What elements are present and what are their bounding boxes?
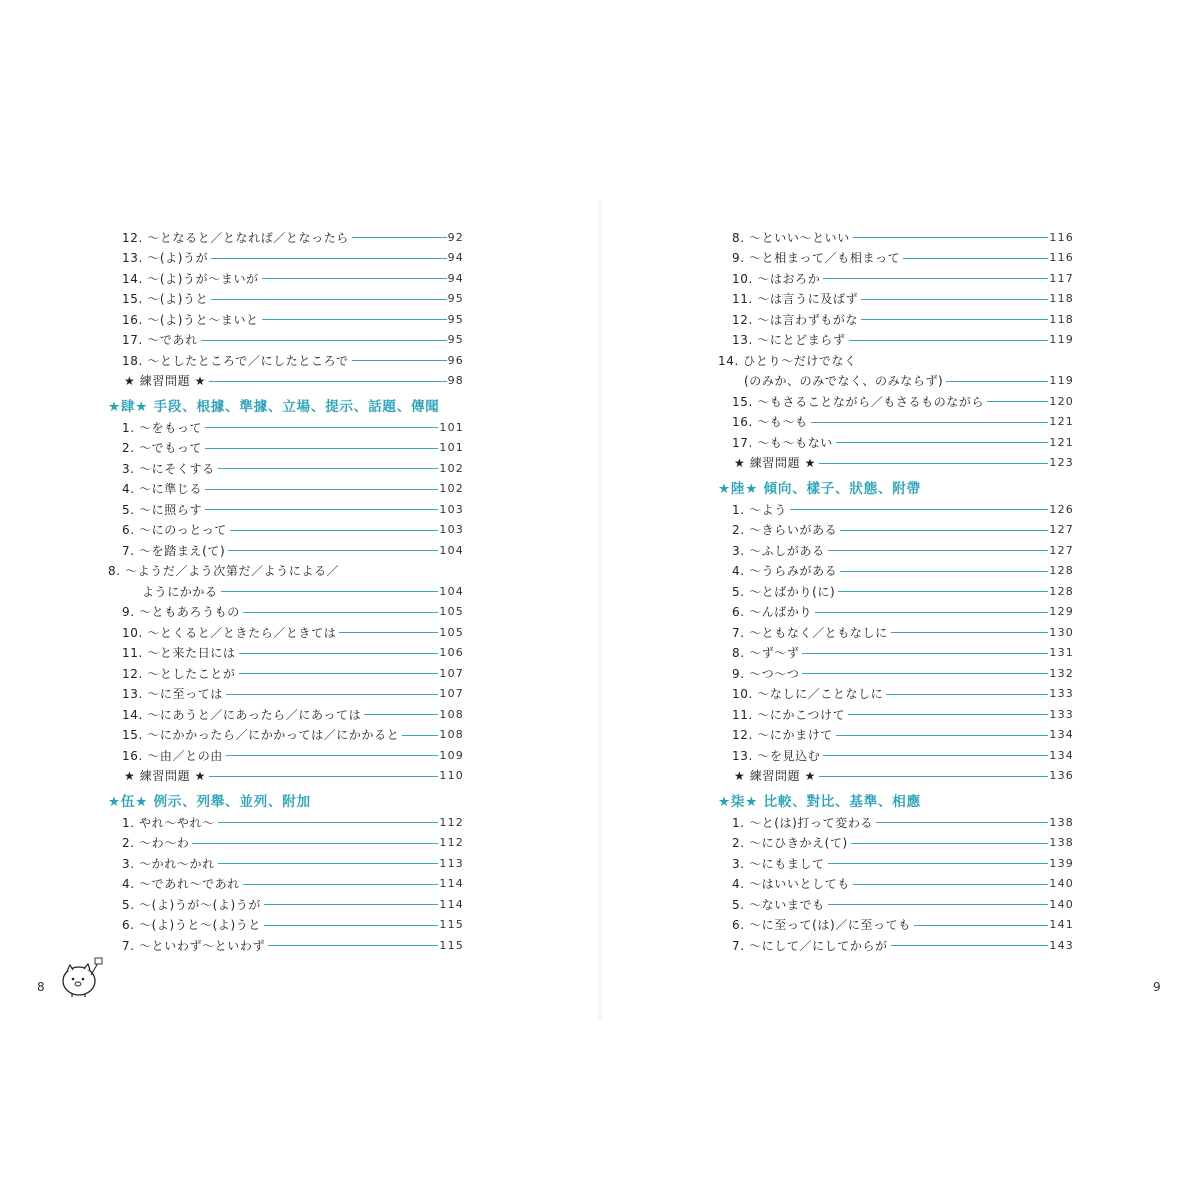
toc-page-number: 103 bbox=[439, 502, 464, 516]
toc-entry-label: ようにかかる bbox=[142, 584, 218, 599]
toc-entry[interactable] bbox=[108, 581, 464, 602]
leader-line bbox=[914, 925, 1049, 926]
toc-page-number: 110 bbox=[439, 769, 464, 783]
leader-line bbox=[209, 381, 447, 382]
toc-entry[interactable] bbox=[718, 684, 1074, 705]
toc-entry-label: (のみか、のみでなく、のみならず) bbox=[744, 374, 944, 389]
leader-line bbox=[205, 427, 438, 428]
toc-entry[interactable] bbox=[718, 894, 1074, 915]
toc-entry-label: 8. ～ず～ず bbox=[732, 646, 800, 661]
toc-entry-label: 12. ～となると／となれば／となったら bbox=[122, 230, 349, 245]
toc-entry-label: 7. ～を踏まえ(て) bbox=[122, 543, 226, 558]
toc-entry-label: 15. ～にかかったら／にかかっては／にかかると bbox=[122, 728, 400, 743]
leader-line bbox=[352, 237, 447, 238]
toc-entry[interactable] bbox=[108, 268, 464, 289]
toc-entry[interactable] bbox=[718, 227, 1074, 248]
toc-entry[interactable] bbox=[718, 812, 1074, 833]
toc-page-number: 131 bbox=[1049, 646, 1074, 660]
toc-entry[interactable] bbox=[718, 915, 1074, 936]
leader-line bbox=[218, 863, 439, 864]
leader-line bbox=[218, 822, 439, 823]
leader-line bbox=[815, 612, 1048, 613]
toc-entry-label: 2. ～わ～わ bbox=[122, 836, 190, 851]
section-heading: ★肆★ 手段、根據、準據、立場、提示、話題、傳聞 bbox=[108, 398, 440, 415]
toc-page-number: 121 bbox=[1049, 435, 1074, 449]
toc-entry[interactable] bbox=[718, 289, 1074, 310]
toc-entry[interactable] bbox=[108, 602, 464, 623]
leader-line bbox=[802, 653, 1048, 654]
toc-entry-label: ★ 練習問題 ★ bbox=[124, 769, 206, 784]
round-pig-mascot-icon bbox=[58, 955, 104, 1001]
toc-page-number: 103 bbox=[439, 523, 464, 537]
toc-entry-label: 13. ～(よ)うが bbox=[122, 251, 209, 266]
toc-entry[interactable] bbox=[108, 853, 464, 874]
toc-entry-label: 2. ～にひきかえ(て) bbox=[732, 836, 848, 851]
toc-page-number: 138 bbox=[1049, 836, 1074, 850]
toc-entry[interactable] bbox=[718, 520, 1074, 541]
toc-entry-label: 9. ～と相まって／も相まって bbox=[732, 251, 901, 266]
leader-line bbox=[946, 381, 1048, 382]
toc-page-number: 121 bbox=[1049, 415, 1074, 429]
toc-entry[interactable] bbox=[718, 581, 1074, 602]
toc-page-number: 128 bbox=[1049, 564, 1074, 578]
leader-line bbox=[876, 822, 1048, 823]
toc-page-number: 118 bbox=[1049, 312, 1074, 326]
leader-line bbox=[239, 653, 439, 654]
toc-page-number: 138 bbox=[1049, 815, 1074, 829]
toc-page-number: 94 bbox=[447, 271, 464, 285]
toc-page-number: 104 bbox=[439, 543, 464, 557]
toc-entry-label: 5. ～に照らす bbox=[122, 502, 203, 517]
leader-line bbox=[205, 509, 438, 510]
toc-page-number: 109 bbox=[439, 748, 464, 762]
toc-entry[interactable] bbox=[718, 268, 1074, 289]
leader-line bbox=[851, 843, 1049, 844]
toc-entry[interactable] bbox=[718, 853, 1074, 874]
leader-line bbox=[802, 673, 1048, 674]
toc-entry-label: 5. ～とばかり(に) bbox=[732, 584, 836, 599]
toc-entry[interactable] bbox=[718, 704, 1074, 725]
leader-line bbox=[209, 776, 438, 777]
toc-page-number: 134 bbox=[1049, 748, 1074, 762]
toc-entry-label: 1. ～と(は)打って変わる bbox=[732, 815, 874, 830]
toc-entry[interactable] bbox=[108, 704, 464, 725]
leader-line bbox=[853, 884, 1049, 885]
toc-page-number: 143 bbox=[1049, 938, 1074, 952]
leader-line bbox=[262, 278, 447, 279]
toc-entry-label: 10. ～とくると／ときたら／ときては bbox=[122, 625, 337, 640]
toc-entry[interactable] bbox=[108, 350, 464, 371]
leader-line bbox=[364, 714, 438, 715]
toc-page-number: 101 bbox=[439, 441, 464, 455]
toc-page-number: 106 bbox=[439, 646, 464, 660]
toc-entry-label: 4. ～はいいとしても bbox=[732, 877, 850, 892]
toc-entry-label: 14. ～(よ)うが～まいが bbox=[122, 271, 259, 286]
leader-line bbox=[243, 612, 439, 613]
toc-entry[interactable] bbox=[718, 622, 1074, 643]
leader-line bbox=[201, 340, 447, 341]
leader-line bbox=[823, 278, 1048, 279]
toc-page-number: 105 bbox=[439, 605, 464, 619]
toc-page-number: 128 bbox=[1049, 584, 1074, 598]
toc-entry[interactable] bbox=[108, 663, 464, 684]
leader-line bbox=[339, 632, 438, 633]
toc-page-number: 94 bbox=[447, 251, 464, 265]
leader-line bbox=[218, 468, 439, 469]
leader-line bbox=[849, 340, 1049, 341]
leader-line bbox=[819, 776, 1048, 777]
toc-entry[interactable] bbox=[108, 684, 464, 705]
toc-practice-entry[interactable] bbox=[718, 766, 1074, 787]
toc-page-number: 114 bbox=[439, 877, 464, 891]
toc-entry[interactable] bbox=[108, 725, 464, 746]
toc-entry-label: 8. ～ようだ／よう次第だ／ようによる／ bbox=[108, 564, 340, 579]
toc-entry[interactable] bbox=[718, 499, 1074, 520]
toc-page-number: 129 bbox=[1049, 605, 1074, 619]
toc-page-number: 141 bbox=[1049, 918, 1074, 932]
leader-line bbox=[987, 401, 1048, 402]
toc-entry[interactable] bbox=[718, 309, 1074, 330]
toc-entry-label: 12. ～にかまけて bbox=[732, 728, 833, 743]
leader-line bbox=[790, 509, 1049, 510]
leader-line bbox=[886, 694, 1048, 695]
toc-entry-label: 3. ～にもまして bbox=[732, 856, 825, 871]
leader-line bbox=[828, 904, 1049, 905]
toc-entry-label: 12. ～としたことが bbox=[122, 666, 236, 681]
toc-page-number: 133 bbox=[1049, 687, 1074, 701]
toc-entry-label: 11. ～と来た日には bbox=[122, 646, 236, 661]
toc-page-number: 118 bbox=[1049, 292, 1074, 306]
leader-line bbox=[840, 571, 1048, 572]
toc-entry-label: 1. やれ～やれ～ bbox=[122, 815, 215, 830]
toc-entry[interactable] bbox=[108, 309, 464, 330]
toc-page-number: 123 bbox=[1049, 456, 1074, 470]
toc-entry[interactable] bbox=[108, 812, 464, 833]
leader-line bbox=[828, 550, 1049, 551]
toc-page-number: 134 bbox=[1049, 728, 1074, 742]
leader-line bbox=[211, 258, 446, 259]
toc-entry[interactable] bbox=[108, 520, 464, 541]
toc-entry-label: 11. ～は言うに及ばず bbox=[732, 292, 859, 307]
toc-entry-label: 6. ～(よ)うと～(よ)うと bbox=[122, 918, 261, 933]
leader-line bbox=[848, 714, 1048, 715]
toc-entry-label: 18. ～としたところで／にしたところで bbox=[122, 353, 349, 368]
toc-page-number: 95 bbox=[447, 292, 464, 306]
leader-line bbox=[228, 550, 438, 551]
toc-entry-label: 13. ～にとどまらず bbox=[732, 333, 846, 348]
left-toc-column bbox=[108, 227, 464, 956]
toc-entry-label: 9. ～つ～つ bbox=[732, 666, 800, 681]
toc-page-number: 95 bbox=[447, 333, 464, 347]
leader-line bbox=[262, 319, 447, 320]
toc-entry[interactable] bbox=[108, 499, 464, 520]
toc-entry-label: 7. ～にして／にしてからが bbox=[732, 938, 888, 953]
toc-entry[interactable] bbox=[108, 458, 464, 479]
leader-line bbox=[205, 489, 438, 490]
page-number-right: 9 bbox=[1153, 980, 1161, 994]
leader-line bbox=[836, 735, 1048, 736]
toc-entry[interactable] bbox=[718, 935, 1074, 956]
toc-page-number: 105 bbox=[439, 625, 464, 639]
leader-line bbox=[903, 258, 1048, 259]
toc-entry-label: 7. ～ともなく／ともなしに bbox=[732, 625, 888, 640]
toc-entry[interactable] bbox=[108, 330, 464, 351]
toc-entry[interactable] bbox=[108, 248, 464, 269]
toc-entry[interactable] bbox=[108, 833, 464, 854]
leader-line bbox=[226, 694, 438, 695]
toc-entry[interactable] bbox=[718, 833, 1074, 854]
leader-line bbox=[264, 904, 438, 905]
toc-practice-entry[interactable] bbox=[108, 766, 464, 787]
toc-entry[interactable] bbox=[108, 561, 464, 582]
toc-entry-label: 4. ～に準じる bbox=[122, 482, 203, 497]
toc-page-number: 98 bbox=[447, 374, 464, 388]
toc-entry[interactable] bbox=[108, 438, 464, 459]
toc-page-number: 136 bbox=[1049, 769, 1074, 783]
toc-entry-label: 2. ～きらいがある bbox=[732, 523, 838, 538]
toc-entry-label: 1. ～をもって bbox=[122, 420, 203, 435]
toc-entry-label: 3. ～にそくする bbox=[122, 461, 215, 476]
toc-page-number: 117 bbox=[1049, 271, 1074, 285]
toc-page-number: 115 bbox=[439, 938, 464, 952]
toc-page-number: 108 bbox=[439, 707, 464, 721]
leader-line bbox=[823, 755, 1048, 756]
leader-line bbox=[192, 843, 438, 844]
toc-entry[interactable] bbox=[108, 745, 464, 766]
toc-entry-label: 6. ～んばかり bbox=[732, 605, 813, 620]
toc-entry[interactable] bbox=[718, 540, 1074, 561]
toc-practice-entry[interactable] bbox=[108, 371, 464, 392]
toc-entry[interactable] bbox=[108, 540, 464, 561]
toc-entry-label: 9. ～ともあろうもの bbox=[122, 605, 240, 620]
toc-entry-label: 14. ひとり～だけでなく bbox=[718, 353, 857, 368]
leader-line bbox=[226, 755, 438, 756]
page-gutter bbox=[596, 200, 604, 1020]
toc-entry[interactable] bbox=[108, 227, 464, 248]
toc-entry-label: 4. ～うらみがある bbox=[732, 564, 838, 579]
toc-entry[interactable] bbox=[718, 874, 1074, 895]
toc-entry-label: 7. ～といわず～といわず bbox=[122, 938, 266, 953]
toc-page-number: 127 bbox=[1049, 543, 1074, 557]
section-heading: ★柒★ 比較、對比、基準、相應 bbox=[718, 793, 921, 810]
toc-page-number: 140 bbox=[1049, 897, 1074, 911]
toc-entry[interactable] bbox=[108, 479, 464, 500]
toc-entry-label: 13. ～を見込む bbox=[732, 748, 821, 763]
toc-entry[interactable] bbox=[108, 622, 464, 643]
leader-line bbox=[221, 591, 439, 592]
leader-line bbox=[243, 884, 439, 885]
toc-page-number: 116 bbox=[1049, 251, 1074, 265]
toc-entry-label: 6. ～にのっとって bbox=[122, 523, 227, 538]
toc-page-number: 116 bbox=[1049, 230, 1074, 244]
toc-entry[interactable] bbox=[718, 432, 1074, 453]
toc-entry[interactable] bbox=[108, 935, 464, 956]
toc-entry-label: 4. ～であれ～であれ bbox=[122, 877, 240, 892]
toc-page-number: 119 bbox=[1049, 374, 1074, 388]
toc-entry-label: ★ 練習問題 ★ bbox=[124, 374, 206, 389]
toc-entry[interactable] bbox=[718, 663, 1074, 684]
toc-entry[interactable] bbox=[718, 391, 1074, 412]
toc-entry[interactable] bbox=[108, 874, 464, 895]
leader-line bbox=[819, 463, 1048, 464]
toc-page-number: 127 bbox=[1049, 523, 1074, 537]
toc-entry-label: ★ 練習問題 ★ bbox=[734, 769, 816, 784]
toc-entry[interactable] bbox=[718, 371, 1074, 392]
toc-page-number: 120 bbox=[1049, 394, 1074, 408]
toc-page-number: 101 bbox=[439, 420, 464, 434]
toc-entry-label: 17. ～も～もない bbox=[732, 435, 833, 450]
toc-page-number: 107 bbox=[439, 666, 464, 680]
toc-page-number: 112 bbox=[439, 815, 464, 829]
leader-line bbox=[838, 591, 1048, 592]
toc-page-number: 96 bbox=[447, 353, 464, 367]
toc-entry-label: 8. ～といい～といい bbox=[732, 230, 850, 245]
toc-entry-label: ★ 練習問題 ★ bbox=[734, 456, 816, 471]
toc-page-number: 140 bbox=[1049, 877, 1074, 891]
section-heading: ★陸★ 傾向、樣子、狀態、附帶 bbox=[718, 480, 921, 497]
leader-line bbox=[811, 422, 1049, 423]
toc-entry-label: 16. ～(よ)うと～まいと bbox=[122, 312, 259, 327]
toc-page-number: 115 bbox=[439, 918, 464, 932]
toc-page-number: 132 bbox=[1049, 666, 1074, 680]
toc-entry[interactable] bbox=[718, 602, 1074, 623]
toc-page-number: 102 bbox=[439, 482, 464, 496]
toc-entry[interactable] bbox=[718, 412, 1074, 433]
leader-line bbox=[861, 299, 1048, 300]
toc-entry-label: 3. ～かれ～かれ bbox=[122, 856, 215, 871]
leader-line bbox=[230, 530, 438, 531]
toc-entry[interactable] bbox=[718, 248, 1074, 269]
toc-entry[interactable] bbox=[108, 643, 464, 664]
toc-page-number: 133 bbox=[1049, 707, 1074, 721]
leader-line bbox=[211, 299, 446, 300]
toc-entry[interactable] bbox=[108, 289, 464, 310]
leader-line bbox=[352, 360, 447, 361]
toc-entry-label: 11. ～にかこつけて bbox=[732, 707, 846, 722]
toc-entry[interactable] bbox=[718, 561, 1074, 582]
toc-entry[interactable] bbox=[718, 745, 1074, 766]
toc-entry-label: 10. ～なしに／ことなしに bbox=[732, 687, 884, 702]
toc-practice-entry[interactable] bbox=[718, 453, 1074, 474]
leader-line bbox=[268, 945, 438, 946]
toc-page-number: 107 bbox=[439, 687, 464, 701]
toc-page-number: 92 bbox=[447, 230, 464, 244]
toc-entry-label: 17. ～であれ bbox=[122, 333, 198, 348]
toc-entry-label: 12. ～は言わずもがな bbox=[732, 312, 859, 327]
toc-entry[interactable] bbox=[718, 350, 1074, 371]
toc-entry[interactable] bbox=[718, 643, 1074, 664]
toc-entry-label: 10. ～はおろか bbox=[732, 271, 821, 286]
toc-entry-label: 15. ～(よ)うと bbox=[122, 292, 209, 307]
leader-line bbox=[402, 735, 438, 736]
toc-entry-label: 13. ～に至っては bbox=[122, 687, 223, 702]
leader-line bbox=[891, 632, 1049, 633]
toc-page-number: 139 bbox=[1049, 856, 1074, 870]
toc-page-number: 95 bbox=[447, 312, 464, 326]
leader-line bbox=[853, 237, 1049, 238]
toc-entry-label: 3. ～ふしがある bbox=[732, 543, 825, 558]
leader-line bbox=[264, 925, 438, 926]
toc-page-number: 113 bbox=[439, 856, 464, 870]
toc-entry[interactable] bbox=[108, 417, 464, 438]
toc-page-number: 126 bbox=[1049, 502, 1074, 516]
toc-entry-label: 16. ～も～も bbox=[732, 415, 808, 430]
leader-line bbox=[891, 945, 1049, 946]
toc-page-number: 130 bbox=[1049, 625, 1074, 639]
toc-page-number: 102 bbox=[439, 461, 464, 475]
leader-line bbox=[836, 442, 1048, 443]
leader-line bbox=[239, 673, 439, 674]
toc-entry-label: 5. ～ないまでも bbox=[732, 897, 825, 912]
section-heading: ★伍★ 例示、列舉、並列、附加 bbox=[108, 793, 311, 810]
leader-line bbox=[205, 448, 438, 449]
toc-entry-label: 6. ～に至って(は)／に至っても bbox=[732, 918, 911, 933]
toc-entry-label: 16. ～由／との由 bbox=[122, 748, 223, 763]
toc-entry-label: 14. ～にあうと／にあったら／にあっては bbox=[122, 707, 362, 722]
leader-line bbox=[861, 319, 1048, 320]
page-number-left: 8 bbox=[37, 980, 45, 994]
toc-entry-label: 2. ～でもって bbox=[122, 441, 203, 456]
toc-page-number: 114 bbox=[439, 897, 464, 911]
toc-entry-label: 15. ～もさることながら／もさるものながら bbox=[732, 394, 985, 409]
leader-line bbox=[828, 863, 1049, 864]
toc-entry[interactable] bbox=[718, 725, 1074, 746]
toc-page-number: 119 bbox=[1049, 333, 1074, 347]
toc-entry[interactable] bbox=[108, 894, 464, 915]
toc-entry[interactable] bbox=[108, 915, 464, 936]
toc-entry-label: 5. ～(よ)うが～(よ)うが bbox=[122, 897, 261, 912]
leader-line bbox=[840, 530, 1048, 531]
toc-page-number: 104 bbox=[439, 584, 464, 598]
toc-page-number: 112 bbox=[439, 836, 464, 850]
toc-entry-label: 1. ～よう bbox=[732, 502, 787, 517]
right-toc-column bbox=[718, 227, 1074, 956]
toc-page-number: 108 bbox=[439, 728, 464, 742]
toc-entry[interactable] bbox=[718, 330, 1074, 351]
